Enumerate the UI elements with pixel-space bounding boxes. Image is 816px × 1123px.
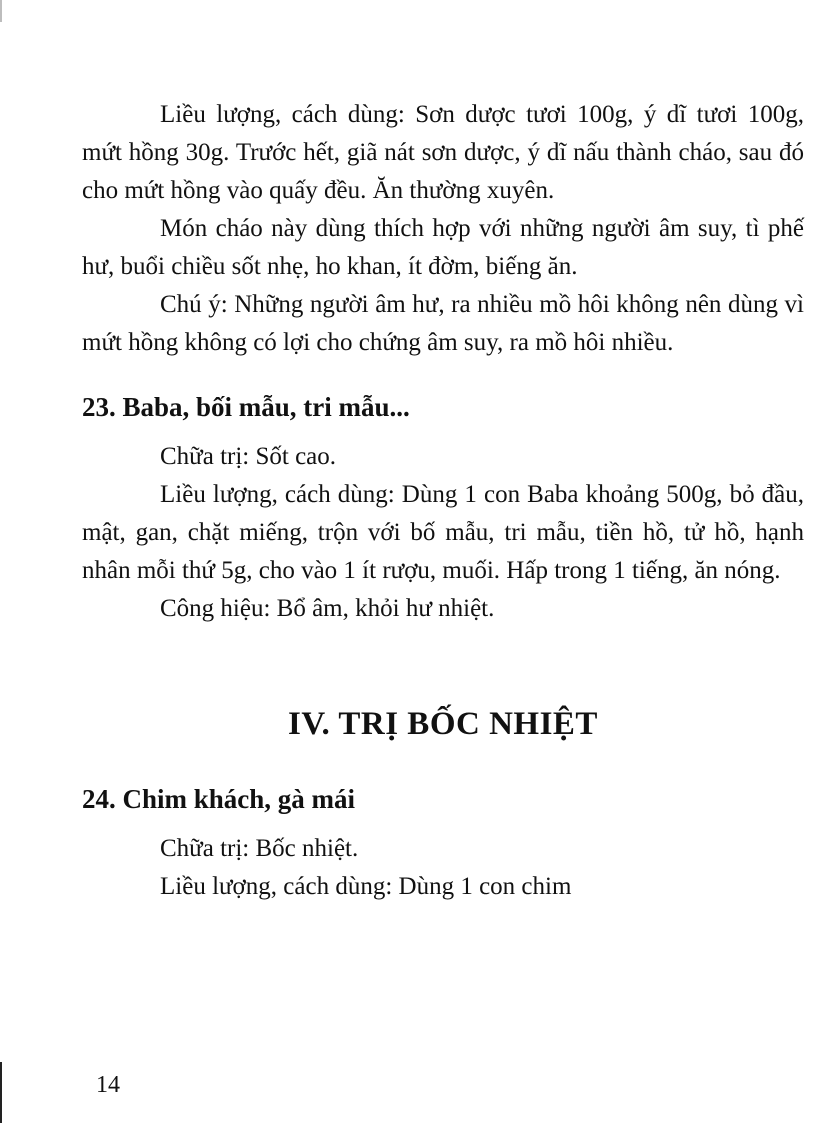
paragraph-23-treats: Chữa trị: Sốt cao. [160,443,337,470]
paragraph-porridge-caution: Chú ý: Những người âm hư, ra nhiều mồ hôi không nên dùng vì mứt hồng không có lợi cho chứng âm suy, ra mồ hôi nhiều. [82,291,804,356]
paragraph-porridge-suitability: Món cháo này dùng thích hợp với những người âm suy, tì phế hư, buổi chiều sốt nhẹ, ho khan, ít đờm, biếng ăn. [82,215,804,280]
paragraph-dosage-porridge: Liều lượng, cách dùng: Sơn dược tươi 100g, ý dĩ tươi 100g, mứt hồng 30g. Trước hết, giã nát sơn dược, ý dĩ nấu thành cháo, sau đó cho mứt hồng vào quấy đều. Ăn thường xuyên. [82,101,804,204]
book-page-body [82,96,804,906]
paragraph-23-effect: Công hiệu: Bổ âm, khỏi hư nhiệt. [160,595,495,622]
chapter-heading: IV. TRỊ BỐC NHIỆT [288,706,598,742]
paragraph-23-dosage: Liều lượng, cách dùng: Dùng 1 con Baba khoảng 500g, bỏ đầu, mật, gan, chặt miếng, trộn với bố mẫu, tri mẫu, tiền hồ, tử hồ, hạnh nhân mỗi thứ 5g, cho vào 1 ít rượu, muối. Hấp trong 1 tiếng, ăn nóng. [82,481,804,584]
paragraph-24-dosage: Liều lượng, cách dùng: Dùng 1 con chim [160,873,572,900]
scan-edge-mark-top [0,0,2,22]
section-heading-24: 24. Chim khách, gà mái [82,784,356,814]
paragraph-24-treats: Chữa trị: Bốc nhiệt. [160,835,359,862]
page-number: 14 [96,1072,120,1098]
scan-edge-mark-bottom [0,1062,2,1123]
section-heading-23: 23. Baba, bối mẫu, tri mẫu... [82,392,410,422]
